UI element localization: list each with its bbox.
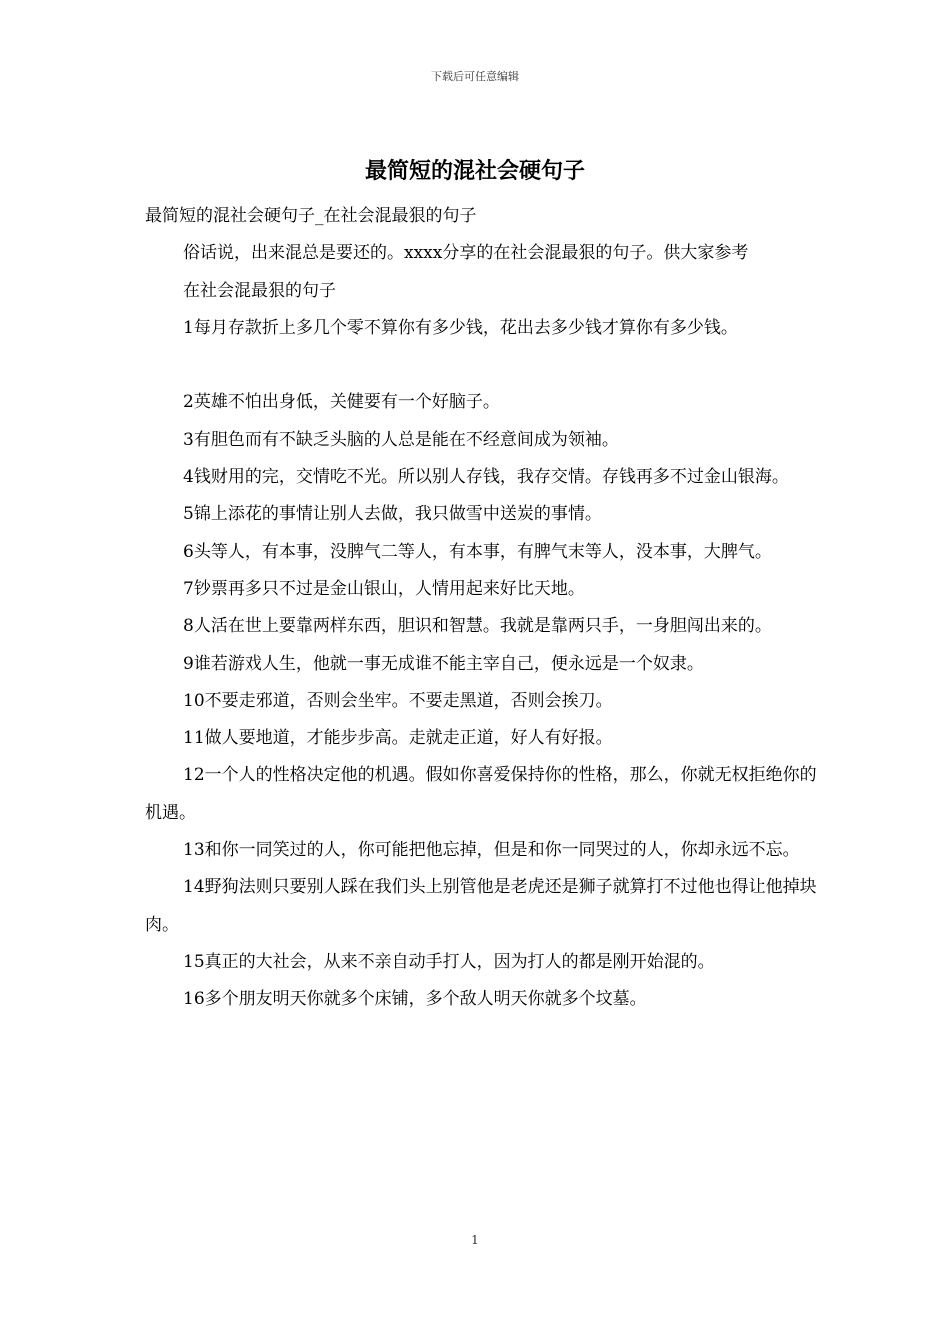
document-subtitle: 最简短的混社会硬句子_在社会混最狠的句子 <box>145 206 477 226</box>
list-item: 9谁若游戏人生，他就一事无成谁不能主宰自己，便永远是一个奴隶。 <box>183 653 704 674</box>
list-item: 1每月存款折上多几个零不算你有多少钱，花出去多少钱才算你有多少钱。 <box>183 317 738 338</box>
list-item: 5锦上添花的事情让别人去做，我只做雪中送炭的事情。 <box>183 504 602 525</box>
list-item: 8人活在世上要靠两样东西，胆识和智慧。我就是靠两只手，一身胆闯出来的。 <box>183 616 772 637</box>
list-item: 6头等人，有本事，没脾气二等人，有本事，有脾气末等人，没本事，大脾气。 <box>183 541 772 562</box>
list-item: 2英雄不怕出身低，关健要有一个好脑子。 <box>183 392 500 413</box>
blank-line <box>145 347 825 384</box>
intro-paragraph: 俗话说，出来混总是要还的。xxxx分享的在社会混最狠的句子。供大家参考 <box>183 243 749 264</box>
list-item: 13和你一同笑过的人，你可能把他忘掉，但是和你一同哭过的人，你却永远不忘。 <box>183 840 800 861</box>
document-body <box>145 198 825 1019</box>
document-title: 最简短的混社会硬句子 <box>364 159 585 184</box>
page-header: 下载后可任意编辑 <box>431 70 519 83</box>
list-item: 16多个朋友明天你就多个床铺，多个敌人明天你就多个坟墓。 <box>183 989 647 1010</box>
list-item: 11做人要地道，才能步步高。走就走正道，好人有好报。 <box>183 728 613 749</box>
list-item: 7钞票再多只不过是金山银山，人情用起来好比天地。 <box>183 578 585 599</box>
list-item: 15真正的大社会，从来不亲自动手打人，因为打人的都是刚开始混的。 <box>183 951 715 972</box>
list-item: 10不要走邪道，否则会坐牢。不要走黑道，否则会挨刀。 <box>183 690 613 711</box>
section-heading: 在社会混最狠的句子 <box>183 280 336 301</box>
list-item: 14野狗法则只要别人踩在我们头上别管他是老虎还是狮子就算打不过他也得让他掉块肉。 <box>145 877 817 935</box>
list-item: 3有胆色而有不缺乏头脑的人总是能在不经意间成为领袖。 <box>183 429 619 450</box>
list-item: 12一个人的性格决定他的机遇。假如你喜爱保持你的性格，那么，你就无权拒绝你的机遇。 <box>145 765 817 823</box>
page-number: 1 <box>471 1233 479 1247</box>
list-item: 4钱财用的完，交情吃不光。所以别人存钱，我存交情。存钱再多不过金山银海。 <box>183 467 789 488</box>
